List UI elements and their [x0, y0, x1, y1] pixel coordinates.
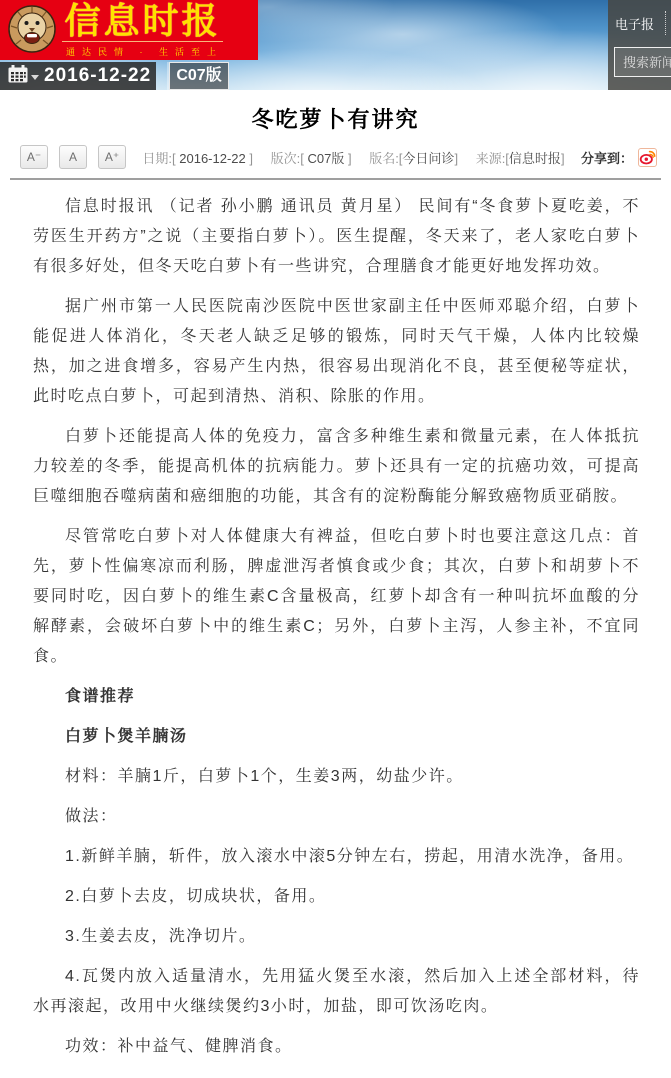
recipe-ingredients: 材料：羊腩1斤，白萝卜1个，生姜3两，幼盐少许。 [65, 768, 464, 785]
recipe-step: 4.瓦煲内放入适量清水，先用猛火煲至水滚，然后加入上述全部材料，待水再滚起，改用中火继续煲约3小时，加盐，即可饮汤吃肉。 [33, 968, 640, 1015]
share-group [581, 148, 657, 167]
dotted-divider [665, 11, 666, 35]
recipe-step: 3.生姜去皮，洗净切片。 [65, 928, 257, 945]
recipe-step: 1.新鲜羊腩，斩件，放入滚水中滚5分钟左右，捞起，用清水洗净，备用。 [65, 848, 635, 865]
meta-page-name: 版名:[今日问诊] [369, 150, 459, 166]
article-body [0, 180, 671, 1078]
header-right-panel [608, 0, 671, 90]
lion-mascot-icon [6, 2, 58, 59]
chevron-down-icon [31, 75, 39, 80]
article-paragraph: 尽管常吃白萝卜对人体健康大有裨益，但吃白萝卜时也要注意这几点：首先，萝卜性偏寒凉而利肠，脾虚泄泻者慎食或少食；其次，白萝卜和胡萝卜不要同时吃，因白萝卜的维生素C含量极高，红萝卜却含有一种叫抗坏血酸的分解酵素，会破坏白萝卜中的维生素C；另外，白萝卜主泻，人参主补，不宜同食。 [33, 528, 640, 665]
article-meta [126, 148, 581, 167]
calendar-icon [8, 65, 28, 88]
article-paragraph: 据广州市第一人民医院南沙医院中医世家副主任中医师邓聪介绍，白萝卜能促进人体消化，冬天老人缺乏足够的锻炼，同时天气干燥，人体内比较燥热，加之进食增多，容易产生内热，很容易出现消化不良，甚至便秘等症状，此时吃点白萝卜，可起到清热、消积、除胀的作用。 [33, 298, 640, 405]
font-default-button[interactable]: A [59, 145, 87, 169]
logo-tagline: 通达民情 · 生活至上 [62, 41, 223, 58]
meta-date: 日期:[ 2016-12-22 ] [142, 150, 253, 166]
date-display: 2016-12-22 [44, 65, 152, 86]
recipe-method-label: 做法： [65, 808, 118, 825]
meta-source: 来源:[信息时报] [475, 150, 565, 166]
font-smaller-button[interactable]: A⁻ [20, 145, 48, 169]
section-heading-recipes: 食谱推荐 [65, 688, 136, 705]
site-logo[interactable] [0, 0, 258, 60]
font-size-controls [20, 145, 126, 169]
font-larger-button[interactable]: A⁺ [98, 145, 126, 169]
logo-text [62, 2, 223, 58]
sina-weibo-share-icon[interactable] [638, 148, 657, 167]
logo-title: 信息时报 [64, 0, 221, 41]
article-title: 冬吃萝卜有讲究 [251, 107, 420, 132]
recipe-effect: 功效：补中益气、健脾消食。 [65, 1038, 293, 1055]
search-input[interactable] [614, 47, 671, 77]
recipe-title: 白萝卜煲羊腩汤 [65, 728, 188, 745]
date-picker[interactable] [0, 62, 156, 90]
article-meta-row [0, 140, 671, 176]
recipe-step: 2.白萝卜去皮，切成块状，备用。 [65, 888, 327, 905]
edition-badge[interactable]: C07版 [169, 62, 229, 90]
article-paragraph: 白萝卜还能提高人体的免疫力，富含多种维生素和微量元素，在人体抵抗力较差的冬季，能提高机体的抗病能力。萝卜还具有一定的抗癌功效，可提高巨噬细胞吞噬病菌和癌细胞的功能，其含有的淀粉酶能分解致癌物质亚硝胺。 [33, 428, 640, 505]
share-label: 分享到： [580, 150, 633, 166]
meta-edition: 版次:[ C07版 ] [270, 150, 352, 166]
site-header [0, 0, 671, 90]
epaper-link[interactable]: 电子报 [615, 16, 655, 32]
article-paragraph: 信息时报讯 （记者 孙小鹏 通讯员 黄月星） 民间有“冬食萝卜夏吃姜，不劳医生开药方”之说（主要指白萝卜）。医生提醒，冬天来了，老人家吃白萝卜有很多好处，但冬天吃白萝卜有一些讲究，合理膳食才能更好地发挥功效。 [33, 198, 640, 275]
